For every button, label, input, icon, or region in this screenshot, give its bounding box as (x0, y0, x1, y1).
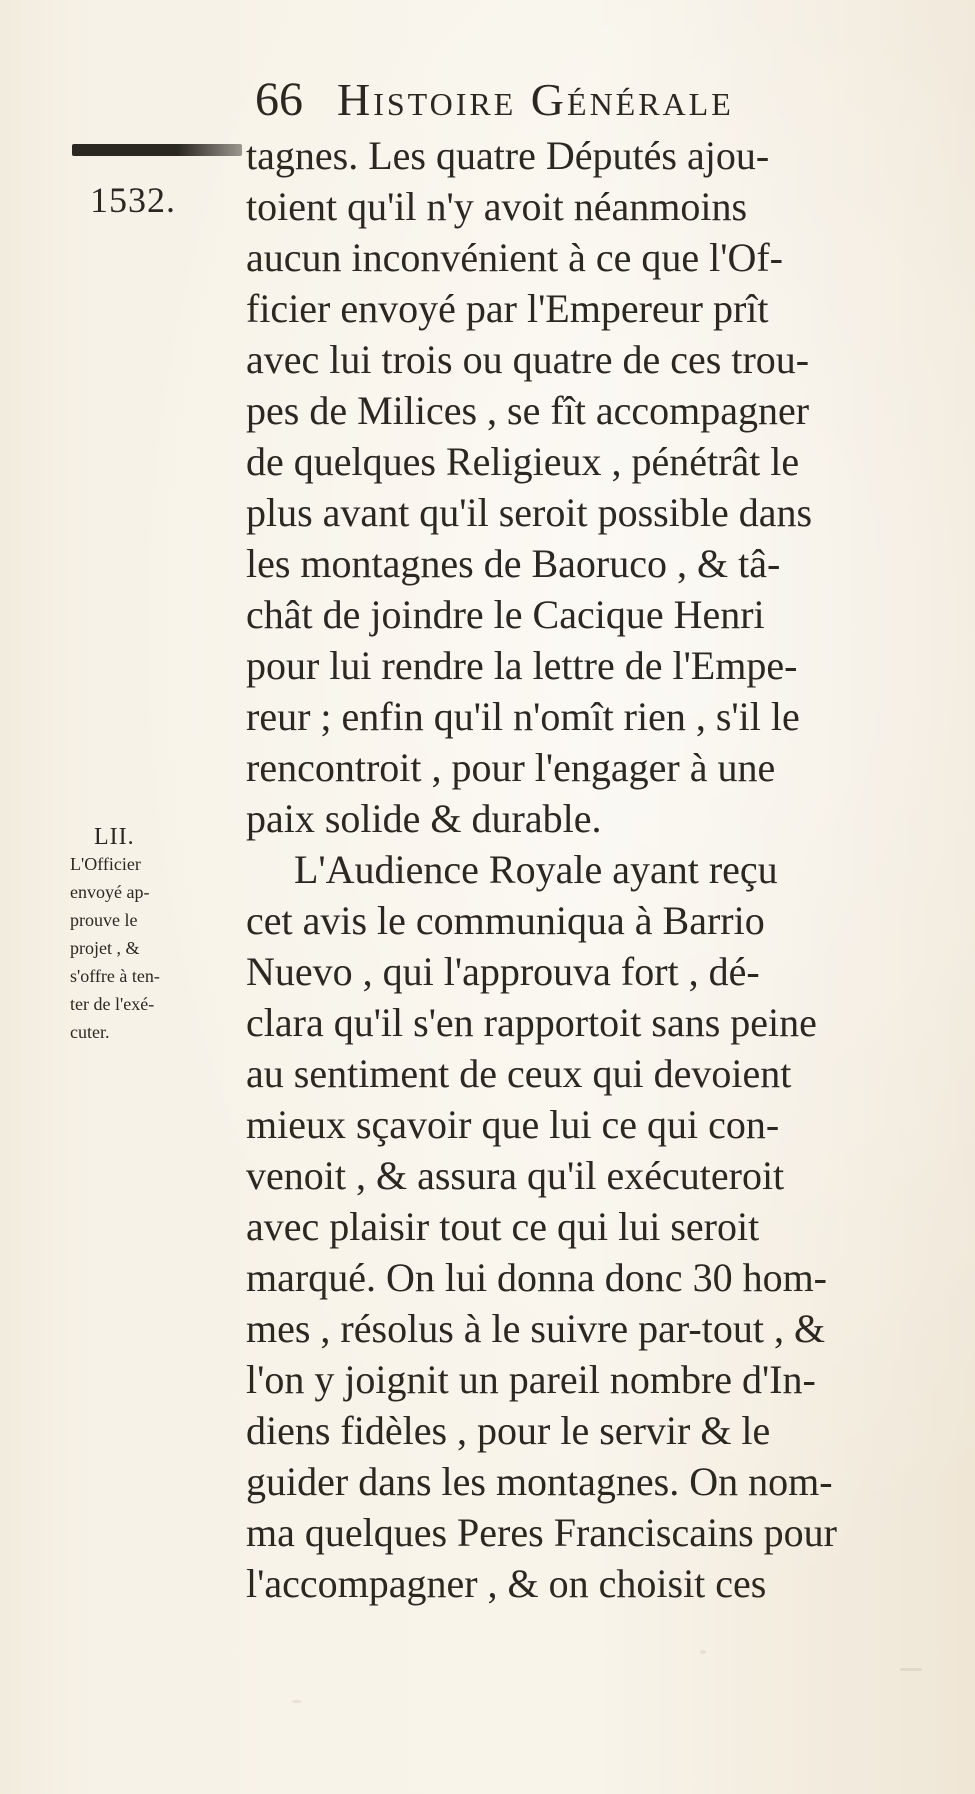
margin-year: 1532. (90, 180, 176, 220)
margin-note-line: cuter. (70, 1022, 110, 1042)
main-text-block (246, 130, 936, 1609)
margin-note-line: L'Officier (70, 854, 141, 874)
text-line: ma quelques Peres Franciscains pour (246, 1510, 837, 1555)
text-line: clara qu'il s'en rapportoit sans peine (246, 1000, 817, 1045)
printer-rule-mark (72, 144, 242, 156)
text-line: rencontroit , pour l'engager à une (246, 745, 776, 790)
text-line: l'accompagner , & on choisit ces (246, 1561, 767, 1606)
text-line: pour lui rendre la lettre de l'Empe- (246, 643, 798, 688)
text-line: toient qu'il n'y avoit néanmoins (246, 184, 748, 229)
margin-note (70, 850, 235, 1046)
margin-note-line: projet , & (70, 938, 140, 958)
text-line: mes , résolus à le suivre par-tout , & (246, 1306, 826, 1351)
page-header (255, 70, 905, 130)
text-line: venoit , & assura qu'il exécuteroit (246, 1153, 785, 1198)
text-line: mieux sçavoir que lui ce qui con- (246, 1102, 780, 1147)
text-line: ficier envoyé par l'Empereur prît (246, 286, 769, 331)
text-line: avec plaisir tout ce qui lui seroit (246, 1204, 760, 1249)
text-line: chât de joindre le Cacique Henri (246, 592, 765, 637)
paper-speck (900, 1668, 922, 1671)
text-line: l'on y joignit un pareil nombre d'In- (246, 1357, 816, 1402)
text-line: diens fidèles , pour le servir & le (246, 1408, 771, 1453)
text-line: guider dans les montagnes. On nom- (246, 1459, 833, 1504)
section-number: LII. (94, 824, 135, 850)
text-line: pes de Milices , se fît accompagner (246, 388, 810, 433)
text-line: au sentiment de ceux qui devoient (246, 1051, 792, 1096)
margin-note-line: envoyé ap- (70, 882, 150, 902)
text-line: les montagnes de Baoruco , & tâ- (246, 541, 781, 586)
page-number: 66 (255, 73, 303, 126)
text-line: marqué. On lui donna donc 30 hom- (246, 1255, 827, 1300)
margin-note-line: ter de l'exé- (70, 994, 155, 1014)
text-line: cet avis le communiqua à Barrio (246, 898, 765, 943)
text-line: L'Audience Royale ayant reçu (294, 847, 778, 892)
text-line: reur ; enfin qu'il n'omît rien , s'il le (246, 694, 800, 739)
text-line: tagnes. Les quatre Députés ajou- (246, 133, 770, 178)
margin-note-line: prouve le (70, 910, 138, 930)
text-line: aucun inconvénient à ce que l'Of- (246, 235, 783, 280)
text-line: de quelques Religieux , pénétrât le (246, 439, 800, 484)
text-line: paix solide & durable. (246, 796, 602, 841)
text-line: avec lui trois ou quatre de ces trou- (246, 337, 810, 382)
paper-speck (292, 1700, 302, 1703)
text-line: plus avant qu'il seroit possible dans (246, 490, 813, 535)
text-line: Nuevo , qui l'approuva fort , dé- (246, 949, 760, 994)
running-head: Histoire Générale (337, 74, 734, 125)
margin-note-line: s'offre à ten- (70, 966, 160, 986)
paper-speck (700, 1650, 706, 1654)
